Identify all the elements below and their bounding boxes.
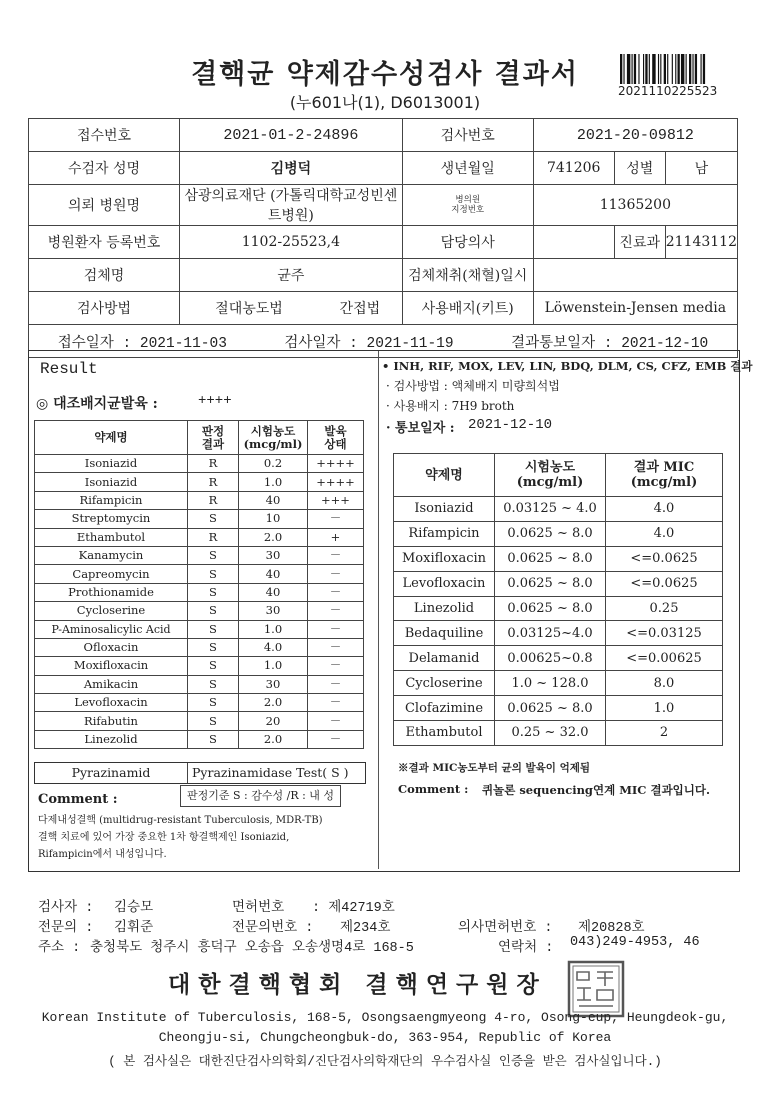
mic-report-date: 2021-12-10 bbox=[468, 417, 553, 433]
drug-cell: Ofloxacin bbox=[35, 638, 188, 656]
judge-cell: S bbox=[188, 510, 239, 528]
mic-col-result bbox=[606, 454, 723, 497]
mic-note: ※결과 MIC농도부터 균의 발육이 억제됨 bbox=[398, 762, 591, 774]
mic-medium: · 사용배지 : 7H9 broth bbox=[386, 399, 515, 413]
doctor-label: 담당의사 bbox=[402, 226, 533, 259]
mic-comment: 퀴놀론 sequencing연계 MIC 결과입니다. bbox=[482, 783, 711, 797]
mic-col-result-1: 결과 MIC bbox=[633, 460, 695, 475]
table-row bbox=[35, 712, 364, 730]
pza-result: Pyrazinamidase Test( S ) bbox=[192, 765, 349, 780]
method-label: 검사방법 bbox=[29, 292, 180, 325]
mic-report-label: · 통보일자 : bbox=[386, 421, 455, 436]
info-table bbox=[28, 118, 738, 358]
birth-label: 생년월일 bbox=[402, 152, 533, 185]
col-growth bbox=[308, 421, 364, 455]
table-row bbox=[35, 473, 364, 491]
conc-cell: 20 bbox=[239, 712, 308, 730]
drug-cell: Linezolid bbox=[35, 730, 188, 748]
tested-label: 검사일자 : bbox=[284, 335, 358, 352]
conc-cell: 1.0 bbox=[239, 657, 308, 675]
reception-no-label: 접수번호 bbox=[29, 119, 180, 152]
hospital-code: 11365200 bbox=[533, 185, 737, 226]
conc-cell: 4.0 bbox=[239, 638, 308, 656]
table-row bbox=[394, 546, 723, 571]
mic-conc-cell: 0.0625 ~ 8.0 bbox=[495, 521, 606, 546]
table-row bbox=[394, 646, 723, 671]
result-title: Result bbox=[40, 360, 98, 378]
mic-result-cell: 4.0 bbox=[606, 521, 723, 546]
page-title: 결핵균 약제감수성검사 결과서 bbox=[191, 59, 579, 90]
drug-cell: Capreomycin bbox=[35, 565, 188, 583]
growth-cell: － bbox=[308, 620, 364, 638]
institute-name: 대 한 결 핵 협 회 결 핵 연 구 원 장 bbox=[168, 972, 539, 998]
col-growth-2: 상태 bbox=[324, 436, 347, 451]
mic-conc-cell: 0.0625 ~ 8.0 bbox=[495, 696, 606, 721]
english-address-1: Korean Institute of Tuberculosis, 168-5, Osongsaengmyeong 4-ro, Osong-eup, Heungdeok-gu, bbox=[41, 1010, 729, 1025]
growth-cell: － bbox=[308, 546, 364, 564]
address: 충청북도 청주시 흥덕구 오송읍 오송생명4로 168-5 bbox=[90, 941, 414, 956]
drug-cell: Ethambutol bbox=[35, 528, 188, 546]
judge-cell: S bbox=[188, 565, 239, 583]
address-label: 주소 : bbox=[38, 941, 81, 956]
mic-conc-cell: 0.03125 ~ 4.0 bbox=[495, 497, 606, 522]
mic-result-cell: 2 bbox=[606, 721, 723, 746]
table-row bbox=[35, 583, 364, 601]
mic-drug-cell: Bedaquiline bbox=[394, 621, 495, 646]
growth-cell: － bbox=[308, 638, 364, 656]
mic-drug-cell: Delamanid bbox=[394, 646, 495, 671]
conc-cell: 30 bbox=[239, 602, 308, 620]
comment-label: Comment : bbox=[38, 792, 118, 807]
mic-col-result-2: (mcg/ml) bbox=[630, 475, 698, 490]
tester-label: 검사자 : bbox=[38, 901, 94, 916]
birth: 741206 bbox=[533, 152, 614, 185]
col-judge-2: 결과 bbox=[201, 436, 225, 451]
table-row bbox=[394, 621, 723, 646]
judge-cell: S bbox=[188, 730, 239, 748]
mic-drug-cell: Cycloserine bbox=[394, 671, 495, 696]
growth-cell: － bbox=[308, 565, 364, 583]
growth-cell: － bbox=[308, 712, 364, 730]
english-address-2: Cheongju-si, Chungcheongbuk-do, 363-954, Republic of Korea bbox=[158, 1030, 612, 1045]
sex: 남 bbox=[665, 152, 737, 185]
control-label: ◎ 대조배지균발육 : bbox=[36, 396, 158, 412]
judge-cell: S bbox=[188, 583, 239, 601]
control-value: ++++ bbox=[198, 393, 232, 409]
mic-result-cell: <=0.03125 bbox=[606, 621, 723, 646]
judge-cell: S bbox=[188, 638, 239, 656]
growth-cell: + bbox=[308, 528, 364, 546]
growth-cell: － bbox=[308, 583, 364, 601]
mic-conc-cell: 0.0625 ~ 8.0 bbox=[495, 571, 606, 596]
conc-cell: 2.0 bbox=[239, 730, 308, 748]
mic-result-cell: 8.0 bbox=[606, 671, 723, 696]
table-row bbox=[35, 528, 364, 546]
judge-cell: R bbox=[188, 473, 239, 491]
criteria: 판정기준 S : 감수성 /R : 내 성 bbox=[180, 785, 341, 807]
col-conc-1: 시험농도 bbox=[250, 423, 296, 438]
mic-table bbox=[393, 453, 723, 746]
table-row bbox=[35, 675, 364, 693]
specialist-label: 전문의 : bbox=[38, 921, 94, 936]
growth-cell: ++++ bbox=[308, 473, 364, 491]
conc-cell: 30 bbox=[239, 546, 308, 564]
judge-cell: R bbox=[188, 528, 239, 546]
tester: 김승모 bbox=[114, 901, 154, 916]
mic-result-cell: 4.0 bbox=[606, 497, 723, 522]
collection-label: 검체채취(채혈)일시 bbox=[402, 259, 533, 292]
mic-conc-cell: 0.25 ~ 32.0 bbox=[495, 721, 606, 746]
judge-cell: R bbox=[188, 455, 239, 473]
table-row bbox=[394, 596, 723, 621]
growth-cell: － bbox=[308, 675, 364, 693]
mic-conc-cell: 0.0625 ~ 8.0 bbox=[495, 546, 606, 571]
doctor bbox=[533, 226, 614, 259]
method-1: 절대농도법 bbox=[180, 292, 318, 325]
comment-line: 결핵 치료에 있어 가장 중요한 1차 항결핵제인 Isoniazid, bbox=[38, 832, 290, 843]
hospital-code-label-2: 지정번호 bbox=[451, 205, 485, 215]
sex-label: 성별 bbox=[614, 152, 665, 185]
conc-cell: 40 bbox=[239, 565, 308, 583]
mic-drug-cell: Isoniazid bbox=[394, 497, 495, 522]
department-label: 진료과 bbox=[614, 226, 665, 259]
table-row bbox=[394, 696, 723, 721]
drug-cell: Kanamycin bbox=[35, 546, 188, 564]
mic-drug-cell: Clofazimine bbox=[394, 696, 495, 721]
reported-label: 결과통보일자 : bbox=[511, 335, 613, 352]
conc-cell: 1.0 bbox=[239, 620, 308, 638]
mic-result-cell: 1.0 bbox=[606, 696, 723, 721]
drug-cell: P-Aminosalicylic Acid bbox=[35, 620, 188, 638]
comment-line: 다제내성결핵 (multidrug-resistant Tuberculosis, MDR-TB) bbox=[38, 815, 323, 826]
result-divider bbox=[378, 351, 379, 869]
table-row bbox=[35, 455, 364, 473]
judge-cell: R bbox=[188, 491, 239, 509]
patient-name-label: 수검자 성명 bbox=[29, 152, 180, 185]
mic-result-cell: 0.25 bbox=[606, 596, 723, 621]
received: 2021-11-03 bbox=[139, 335, 227, 352]
conc-cell: 1.0 bbox=[239, 473, 308, 491]
drug-cell: Prothionamide bbox=[35, 583, 188, 601]
table-row bbox=[35, 510, 364, 528]
mic-drug-cell: Ethambutol bbox=[394, 721, 495, 746]
conc-cell: 40 bbox=[239, 491, 308, 509]
table-row bbox=[394, 671, 723, 696]
mic-method: · 검사방법 : 액체배지 미량희석법 bbox=[386, 379, 560, 393]
table-row bbox=[35, 602, 364, 620]
specialist-no: 제234호 bbox=[340, 921, 391, 936]
growth-cell: － bbox=[308, 510, 364, 528]
table-row bbox=[394, 571, 723, 596]
conc-cell: 10 bbox=[239, 510, 308, 528]
medium-label: 사용배지(키트) bbox=[402, 292, 533, 325]
drug-cell: Amikacin bbox=[35, 675, 188, 693]
table-row bbox=[35, 694, 364, 712]
growth-cell: － bbox=[308, 694, 364, 712]
comment-text bbox=[38, 812, 323, 863]
mic-conc-cell: 1.0 ~ 128.0 bbox=[495, 671, 606, 696]
mic-result-cell: <=0.0625 bbox=[606, 571, 723, 596]
mic-col-conc-1: 시험농도 bbox=[524, 460, 576, 475]
mic-drug-cell: Rifampicin bbox=[394, 521, 495, 546]
tested: 2021-11-19 bbox=[366, 335, 454, 352]
mic-conc-cell: 0.03125~4.0 bbox=[495, 621, 606, 646]
mic-col-conc bbox=[495, 454, 606, 497]
mic-drug-cell: Linezolid bbox=[394, 596, 495, 621]
mic-comment-label: Comment : bbox=[398, 782, 469, 796]
received-label: 접수일자 : bbox=[57, 335, 132, 352]
drug-cell: Rifampicin bbox=[35, 491, 188, 509]
pza-drug: Pyrazinamid bbox=[35, 763, 188, 783]
col-judge bbox=[188, 421, 239, 455]
test-no-label: 검사번호 bbox=[402, 119, 533, 152]
license-label: 면허번호 bbox=[232, 901, 285, 916]
mic-col-drug: 약제명 bbox=[394, 454, 495, 497]
col-drug: 약제명 bbox=[35, 421, 188, 455]
table-row bbox=[35, 620, 364, 638]
table-row bbox=[35, 657, 364, 675]
conc-cell: 2.0 bbox=[239, 694, 308, 712]
mic-result-cell: <=0.0625 bbox=[606, 546, 723, 571]
table-row bbox=[394, 721, 723, 746]
judge-cell: S bbox=[188, 546, 239, 564]
judge-cell: S bbox=[188, 602, 239, 620]
patient-reg-label: 병원환자 등록번호 bbox=[29, 226, 180, 259]
specialist: 김휘준 bbox=[114, 921, 154, 936]
col-conc-2: (mcg/ml) bbox=[243, 436, 303, 451]
drug-cell: Moxifloxacin bbox=[35, 657, 188, 675]
hospital-code-label bbox=[402, 185, 533, 226]
table-row bbox=[394, 497, 723, 522]
growth-cell: ++++ bbox=[308, 455, 364, 473]
growth-cell: +++ bbox=[308, 491, 364, 509]
barcode-number: 2021110225523 bbox=[618, 84, 718, 98]
table-row bbox=[35, 546, 364, 564]
mic-drug-cell: Levofloxacin bbox=[394, 571, 495, 596]
specialist-no-label: 전문의번호 : bbox=[232, 921, 314, 936]
growth-cell: － bbox=[308, 602, 364, 620]
table-row bbox=[35, 638, 364, 656]
phone-label: 연락처 : bbox=[498, 941, 554, 956]
comment-line: Rifampicin에서 내성입니다. bbox=[38, 849, 167, 860]
collection bbox=[533, 259, 737, 292]
table-row bbox=[35, 565, 364, 583]
conc-cell: 30 bbox=[239, 675, 308, 693]
medium: Löwenstein-Jensen media bbox=[533, 292, 737, 325]
hospital-label: 의뢰 병원명 bbox=[29, 185, 180, 226]
table-row bbox=[35, 730, 364, 748]
judge-cell: S bbox=[188, 712, 239, 730]
patient-name: 김병덕 bbox=[180, 152, 403, 185]
method-2: 간접법 bbox=[318, 292, 402, 325]
department: 21143112 bbox=[665, 226, 737, 259]
specimen: 균주 bbox=[180, 259, 403, 292]
col-judge-1: 판정 bbox=[201, 423, 225, 438]
col-conc bbox=[239, 421, 308, 455]
patient-reg: 1102-25523,4 bbox=[180, 226, 403, 259]
drug-cell: Rifabutin bbox=[35, 712, 188, 730]
hospital-code-label-1: 병의원 bbox=[455, 195, 481, 205]
table-row bbox=[35, 491, 364, 509]
mic-result-cell: <=0.00625 bbox=[606, 646, 723, 671]
doctor-license: 제20828호 bbox=[578, 921, 645, 936]
mic-conc-cell: 0.0625 ~ 8.0 bbox=[495, 596, 606, 621]
growth-cell: － bbox=[308, 730, 364, 748]
mic-drug-list: • INH, RIF, MOX, LEV, LIN, BDQ, DLM, CS, CFZ, EMB 결과 bbox=[382, 359, 753, 373]
result-table bbox=[34, 420, 364, 749]
reception-no: 2021-01-2-24896 bbox=[180, 119, 403, 152]
reported: 2021-12-10 bbox=[621, 335, 709, 352]
judge-cell: S bbox=[188, 620, 239, 638]
drug-cell: Levofloxacin bbox=[35, 694, 188, 712]
conc-cell: 40 bbox=[239, 583, 308, 601]
barcode bbox=[620, 54, 728, 84]
phone: 043)249-4953, 46 bbox=[570, 935, 700, 950]
form-code: (누601나(1), D6013001) bbox=[289, 93, 481, 112]
judge-cell: S bbox=[188, 675, 239, 693]
table-row bbox=[394, 521, 723, 546]
mic-col-conc-2: (mcg/ml) bbox=[516, 475, 584, 490]
test-no: 2021-20-09812 bbox=[533, 119, 737, 152]
mic-conc-cell: 0.00625~0.8 bbox=[495, 646, 606, 671]
judge-cell: S bbox=[188, 694, 239, 712]
certification: ( 본 검사실은 대한진단검사의학회/진단검사의학재단의 우수검사실 인증을 받은 검사실입니다.) bbox=[108, 1055, 662, 1069]
drug-cell: Isoniazid bbox=[35, 473, 188, 491]
growth-cell: － bbox=[308, 657, 364, 675]
col-growth-1: 발육 bbox=[324, 423, 347, 438]
pza-row bbox=[34, 762, 366, 784]
hospital: 삼광의료재단 (가톨릭대학교성빈센트병원) bbox=[180, 185, 403, 226]
mic-drug-cell: Moxifloxacin bbox=[394, 546, 495, 571]
doctor-license-label: 의사면허번호 : bbox=[458, 921, 553, 936]
drug-cell: Isoniazid bbox=[35, 455, 188, 473]
drug-cell: Cycloserine bbox=[35, 602, 188, 620]
conc-cell: 0.2 bbox=[239, 455, 308, 473]
license: : 제42719호 bbox=[312, 901, 395, 916]
judge-cell: S bbox=[188, 657, 239, 675]
drug-cell: Streptomycin bbox=[35, 510, 188, 528]
specimen-label: 검체명 bbox=[29, 259, 180, 292]
conc-cell: 2.0 bbox=[239, 528, 308, 546]
